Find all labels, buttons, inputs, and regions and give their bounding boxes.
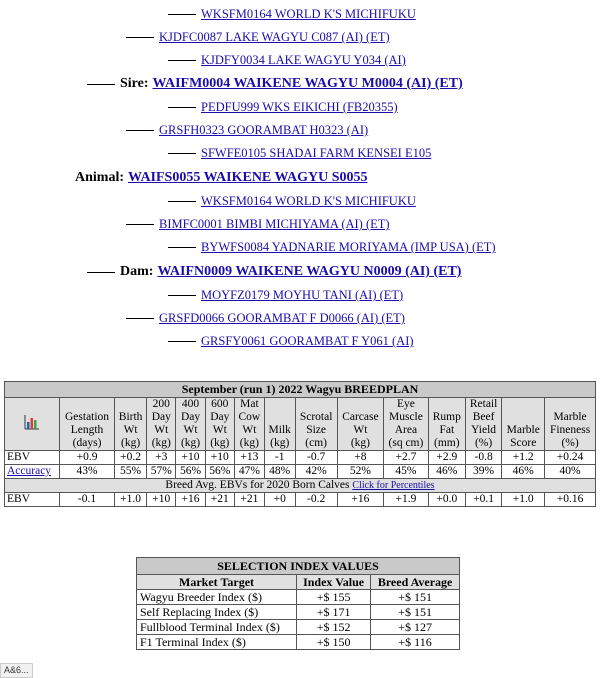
accuracy-value: 40% (545, 465, 596, 479)
trait-header-line: Day (180, 411, 201, 423)
pedigree-row-sire-dam-sire (168, 100, 398, 115)
breedplan-table (4, 381, 596, 507)
market-target: Wagyu Breeder Index ($) (137, 590, 297, 605)
trait-header-line (267, 398, 293, 411)
accuracy-value: 52% (337, 465, 383, 479)
selection-title: SELECTION INDEX VALUES (137, 558, 460, 575)
index-value: +$ 155 (297, 590, 371, 605)
accuracy-row (5, 465, 596, 479)
index-value: +$ 150 (297, 635, 371, 650)
trait-header-line: Day (210, 411, 230, 423)
pedigree-line (168, 341, 196, 342)
selection-row (137, 605, 460, 620)
trait-header-line (267, 411, 293, 424)
trait-header (115, 398, 147, 451)
ebv-value: +10 (205, 451, 234, 465)
breed-average: +$ 151 (371, 590, 460, 605)
index-value: +$ 171 (297, 605, 371, 620)
pedigree-line (168, 295, 196, 296)
dam-link[interactable]: WAIFN0009 WAIKENE WAGYU N0009 (AI) (ET) (157, 264, 462, 279)
breed-avg-value: +10 (147, 493, 176, 507)
trait-header-line: (kg) (151, 437, 171, 449)
ebv-value: +0.2 (115, 451, 147, 465)
breedplan-title: September (run 1) 2022 Wagyu BREEDPLAN (5, 382, 596, 398)
breed-avg-value: +0 (264, 493, 295, 507)
trait-header-line (547, 398, 593, 411)
trait-header (234, 398, 264, 451)
ebv-row (5, 451, 596, 465)
breed-average-header: Breed Average (371, 575, 460, 590)
pedigree-line (168, 14, 196, 15)
selection-header-row (137, 575, 460, 590)
trait-header-line (431, 398, 463, 411)
pedigree-row-animal (75, 170, 367, 186)
trait-header-line: Gestation (64, 411, 110, 423)
ebv-value: +13 (234, 451, 264, 465)
breed-avg-value: +1.0 (115, 493, 147, 507)
pedigree-row-sire-sire (126, 30, 390, 45)
breed-avg-title (5, 479, 596, 493)
breed-avg-value: +0.1 (465, 493, 501, 507)
trait-header-line: 600 (211, 398, 229, 410)
pedigree-line (168, 60, 196, 61)
trait-header-line: (kg) (270, 437, 290, 449)
trait-header (465, 398, 501, 451)
trait-header-line: Area (394, 424, 418, 436)
trait-header-line: Wt (353, 424, 368, 436)
ebv-value: +1.2 (502, 451, 545, 465)
market-target: Self Replacing Index ($) (137, 605, 297, 620)
selection-row (137, 620, 460, 635)
pedigree-row-dam-dam-sire (168, 288, 403, 303)
pedigree-line (168, 247, 196, 248)
trait-header-line: Beef (472, 411, 495, 423)
ebv-value: +3 (147, 451, 176, 465)
trait-header-line: Wt (123, 424, 138, 436)
breed-avg-value: +21 (234, 493, 264, 507)
index-value-header: Index Value (297, 575, 371, 590)
trait-header-line: Milk (268, 424, 291, 436)
pedigree-line (126, 130, 154, 131)
trait-header-line: Muscle (389, 411, 423, 423)
ebv-value: +0.9 (60, 451, 115, 465)
pedigree-link[interactable]: WKSFM0164 WORLD K'S MICHIFUKU (201, 194, 416, 208)
pedigree-row-dam (87, 264, 461, 280)
selection-index-table (136, 557, 460, 650)
trait-header (264, 398, 295, 451)
trait-header (502, 398, 545, 451)
trait-header-line (298, 398, 335, 411)
trait-header (205, 398, 234, 451)
accuracy-value: 55% (115, 465, 147, 479)
ebv-value: -0.8 (465, 451, 501, 465)
trait-header (384, 398, 429, 451)
breed-ebv-label: EBV (5, 493, 60, 507)
trait-header-line: (mm) (434, 437, 460, 449)
ebv-value: +2.9 (428, 451, 465, 465)
trait-header-line (504, 398, 542, 411)
breed-average: +$ 151 (371, 605, 460, 620)
trait-header-line: 200 (152, 398, 170, 410)
pedigree-link[interactable]: KJDFC0087 LAKE WAGYU C087 (AI) (ET) (159, 30, 390, 44)
trait-header (60, 398, 115, 451)
trait-header-line: (kg) (210, 437, 230, 449)
trait-header-line: Birth (118, 411, 143, 423)
dam-label: Dam: (120, 264, 154, 279)
index-value: +$ 152 (297, 620, 371, 635)
percentiles-link[interactable]: Click for Percentiles (352, 480, 435, 491)
pedigree-line (168, 153, 196, 154)
trait-header-line: (kg) (239, 437, 259, 449)
breed-avg-value: -0.2 (295, 493, 337, 507)
trait-header-line: (days) (72, 437, 102, 449)
accuracy-value: 46% (502, 465, 545, 479)
breed-avg-value: +0.0 (428, 493, 465, 507)
pedigree-row-sire (87, 76, 463, 92)
pedigree-link[interactable]: MOYFZ0179 MOYHU TANI (AI) (ET) (201, 288, 404, 302)
selection-row (137, 635, 460, 650)
pedigree-row-sire-dam (126, 123, 368, 138)
trait-header-line: Rump (432, 411, 461, 423)
accuracy-value: 46% (428, 465, 465, 479)
pedigree-link[interactable]: BYWFS0084 YADNARIE MORIYAMA (IMP USA) (ET) (201, 240, 496, 254)
breed-avg-value: +1.0 (502, 493, 545, 507)
pedigree-link[interactable]: SFWFE0105 SHADAI FARM KENSEI E105 (201, 146, 432, 160)
trait-header-line: Wt (242, 424, 257, 436)
trait-header-line: Retail (469, 398, 498, 410)
trait-header-line: Cow (238, 411, 261, 423)
market-target: F1 Terminal Index ($) (137, 635, 297, 650)
pedigree-row-sire-sire-dam (168, 53, 406, 68)
breedplan-header-row (5, 398, 596, 451)
breed-avg-row (5, 493, 596, 507)
trait-header-line: Wt (154, 424, 169, 436)
breed-avg-value: +16 (337, 493, 383, 507)
pedigree-line (126, 224, 154, 225)
trait-header-line: (kg) (350, 437, 370, 449)
accuracy-value: 57% (147, 465, 176, 479)
pedigree-link[interactable]: GRSFY0061 GOORAMBAT F Y061 (AI) (201, 334, 414, 348)
accuracy-value: 45% (384, 465, 429, 479)
trait-header-line: (cm) (305, 437, 327, 449)
trait-header-line: Mat (240, 398, 259, 410)
accuracy-value: 39% (465, 465, 501, 479)
trait-header-line: Fineness (549, 424, 591, 436)
trait-header-line: (sq cm) (388, 437, 424, 449)
trait-header-line: Scrotal (299, 411, 333, 423)
trait-header-line (62, 398, 112, 411)
pedigree-link[interactable]: PEDFU999 WKS EIKICHI (FB20355) (201, 100, 398, 114)
pedigree-row-sire-dam-dam (168, 146, 431, 161)
accuracy-value: 47% (234, 465, 264, 479)
selection-row (137, 590, 460, 605)
pedigree-link[interactable]: GRSFH0323 GOORAMBAT H0323 (AI) (159, 123, 369, 137)
pedigree-line (126, 318, 154, 319)
breed-average: +$ 127 (371, 620, 460, 635)
trait-header-line: Eye (396, 398, 415, 410)
trait-header-line: (kg) (121, 437, 141, 449)
status-bar: A&6... (0, 663, 33, 678)
pedigree-row-dam-sire-sire (168, 194, 416, 209)
trait-header-line: Marble (506, 424, 540, 436)
trait-header-line: (%) (561, 437, 579, 449)
trait-header-line: Wt (183, 424, 198, 436)
pedigree-link[interactable]: WKSFM0164 WORLD K'S MICHIFUKU (201, 7, 416, 21)
ebv-label: EBV (5, 451, 60, 465)
trait-header (147, 398, 176, 451)
pedigree-line (168, 107, 196, 108)
trait-header-line (117, 398, 144, 411)
accuracy-value: 43% (60, 465, 115, 479)
pedigree-line (168, 201, 196, 202)
ebv-value: +8 (337, 451, 383, 465)
ebv-value: -0.7 (295, 451, 337, 465)
pedigree-link[interactable]: GRSFD0066 GOORAMBAT F D0066 (AI) (ET) (159, 311, 405, 325)
trait-header (295, 398, 337, 451)
breed-avg-value: +0.16 (545, 493, 596, 507)
trait-header-line: Length (70, 424, 104, 436)
trait-header-line (504, 411, 542, 424)
accuracy-value: 56% (176, 465, 205, 479)
market-target-header: Market Target (137, 575, 297, 590)
pedigree-row-dam-dam-dam (168, 334, 414, 349)
animal-link[interactable]: WAIFS0055 WAIKENE WAGYU S0055 (128, 170, 368, 185)
trait-header-line: Score (510, 437, 537, 449)
trait-header-line: Marble (553, 411, 587, 423)
trait-header (337, 398, 383, 451)
ebv-value: -1 (264, 451, 295, 465)
breed-avg-title-row (5, 479, 596, 493)
ebv-value: +2.7 (384, 451, 429, 465)
bar-chart-icon[interactable] (24, 414, 40, 430)
breed-avg-value: +21 (205, 493, 234, 507)
trait-header (176, 398, 205, 451)
breed-avg-text: Breed Avg. EBVs for 2020 Born Calves (165, 479, 350, 491)
market-target: Fullblood Terminal Index ($) (137, 620, 297, 635)
accuracy-link[interactable]: Accuracy (7, 465, 52, 477)
accuracy-value: 56% (205, 465, 234, 479)
pedigree-link[interactable]: KJDFY0034 LAKE WAGYU Y034 (AI) (201, 53, 406, 67)
breed-avg-value: +16 (176, 493, 205, 507)
trait-header-line: Yield (471, 424, 497, 436)
trait-header (545, 398, 596, 451)
pedigree-line (87, 84, 115, 85)
trait-header-line: Wt (212, 424, 227, 436)
pedigree-row-dam-sire-dam (168, 240, 496, 255)
sire-link[interactable]: WAIFM0004 WAIKENE WAGYU M0004 (AI) (ET) (152, 76, 463, 91)
pedigree-link[interactable]: BIMFC0001 BIMBI MICHIYAMA (AI) (ET) (159, 217, 390, 231)
pedigree-row-dam-sire (126, 217, 390, 232)
trait-header-line: (%) (474, 437, 493, 449)
chart-icon-cell (5, 398, 60, 451)
accuracy-value: 48% (264, 465, 295, 479)
accuracy-value: 42% (295, 465, 337, 479)
sire-label: Sire: (120, 76, 149, 91)
breed-average: +$ 116 (371, 635, 460, 650)
pedigree-line (126, 37, 154, 38)
accuracy-label-cell (5, 465, 60, 479)
breed-avg-value: +1.9 (384, 493, 429, 507)
trait-header (428, 398, 465, 451)
ebv-value: +0.24 (545, 451, 596, 465)
trait-header-line: Carcase (342, 411, 379, 423)
trait-header-line: (kg) (180, 437, 201, 449)
breed-avg-value: -0.1 (60, 493, 115, 507)
animal-label: Animal: (75, 170, 124, 185)
trait-header-line: Day (151, 411, 171, 423)
trait-header-line: Fat (439, 424, 455, 436)
trait-header-line: Size (306, 424, 327, 436)
ebv-value: +10 (176, 451, 205, 465)
trait-header-line: 400 (181, 398, 200, 410)
pedigree-line (87, 272, 115, 273)
trait-header-line (340, 398, 381, 411)
pedigree-row-sire-sire-sire (168, 7, 416, 22)
pedigree-row-dam-dam (126, 311, 405, 326)
